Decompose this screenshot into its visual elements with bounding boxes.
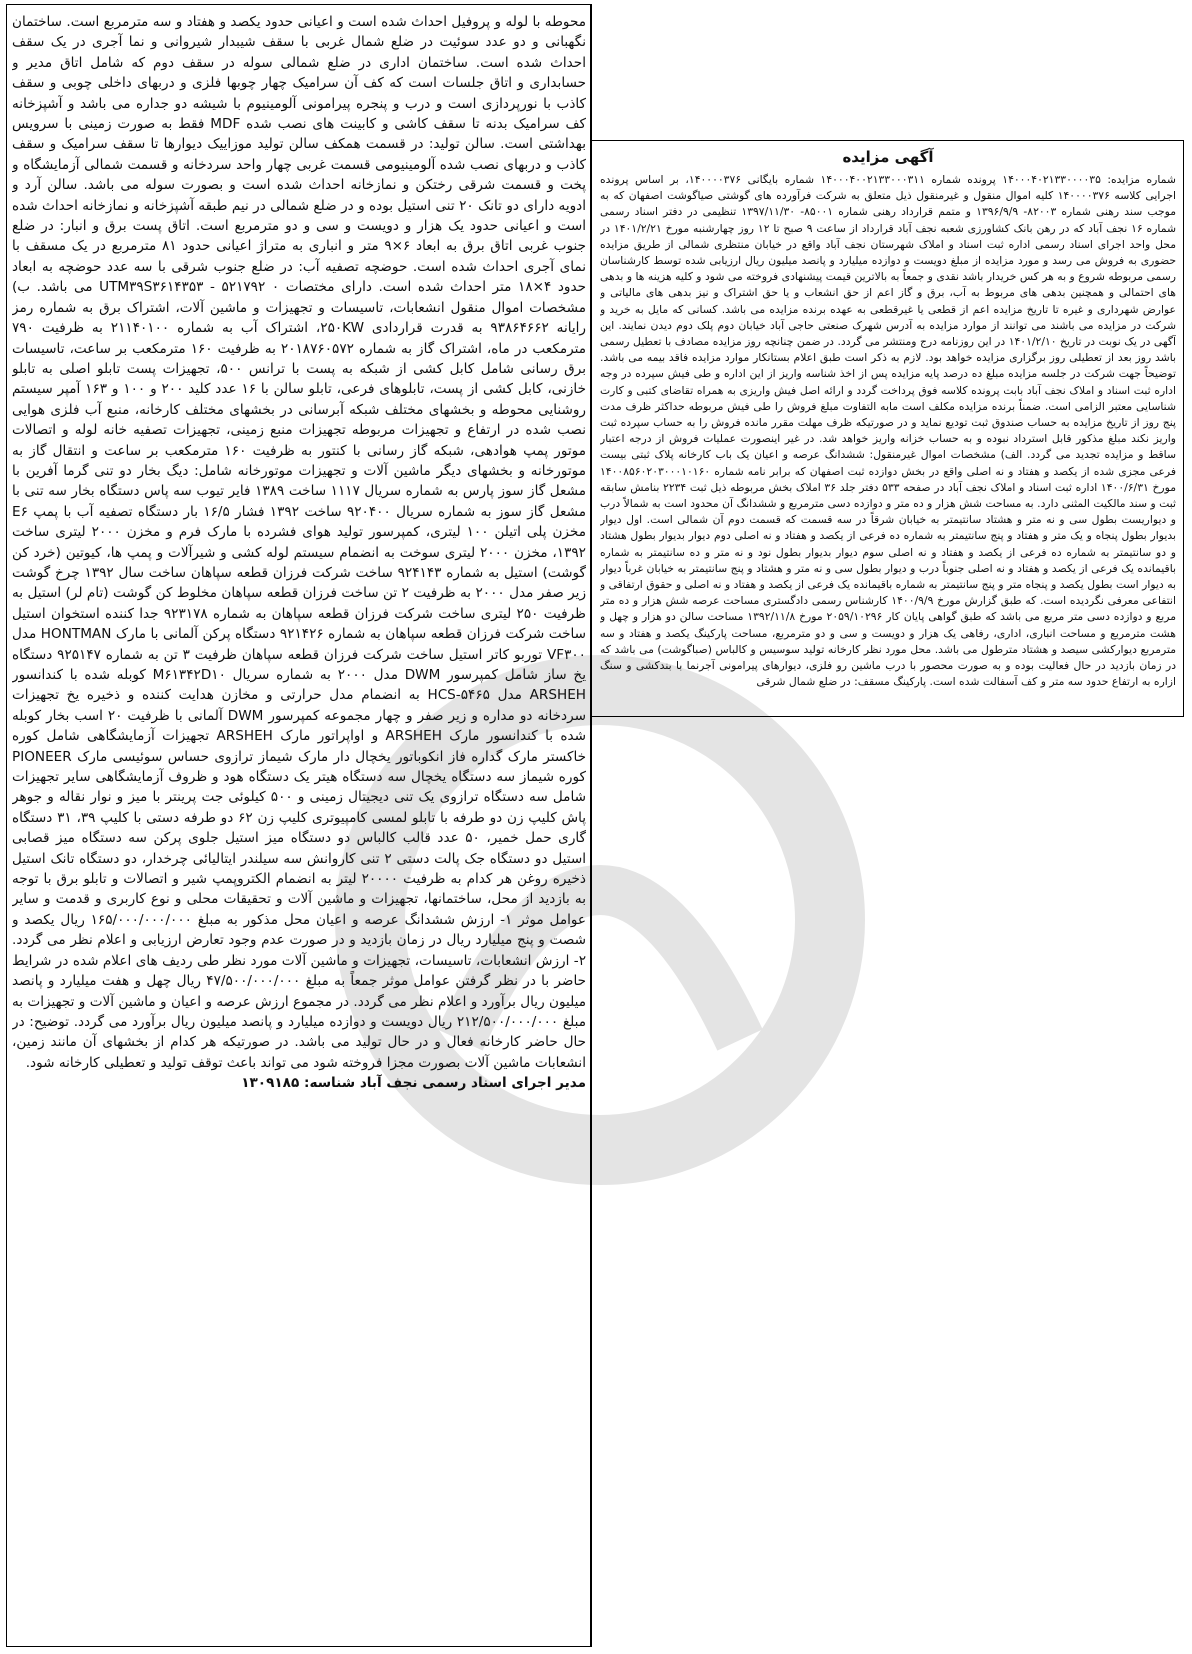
- right-column-border-bottom: [592, 716, 1184, 717]
- right-column-text: [600, 172, 1176, 710]
- right-column-border-right: [1183, 140, 1184, 717]
- column-divider: [590, 4, 592, 1647]
- ad-title: آگهی مزایده: [842, 148, 934, 166]
- left-column-border-left: [6, 4, 7, 1647]
- left-column-border-bottom: [6, 1646, 590, 1647]
- left-column-paragraph: محوطه با لوله و پروفیل احداث شده است و اعیانی حدود یکصد و هفتاد و سه مترمربع است. ساختمان نگهبانی و دو عدد سوئیت در ضلع شمال غربی با سقف شیبدار شیروانی و نما آجری در یک سقف احداث شده است. ساختمان اداری در ضلع شمالی سوله در سقف دوم که شامل اتاق مدیر و حسابداری و اتاق جلسات است که کف آن سرامیک چهار چوبها فلزی و دربهای داخلی چوبی و سقف کاذب با نورپردازی است و درب و پنجره پیرامونی آلومینیوم با شیشه دو جداره می باشد و آشپزخانه کف سرامیک بدنه تا سقف کاشی و کابینت های نصب شده MDF فقط به صورت زمینی با سرویس بهداشتی است. سالن تولید: در قسمت همکف سالن تولید موزاییک دیوارها تا سقف سرامیک و سقف کاذب و دربهای نصب شده آلومینیومی قسمت غربی چهار واحد سردخانه و قسمت شمالی آزمایشگاه و پخت و قسمت شرقی رختکن و نمازخانه احداث شده است و بصورت سوله می باشد. سالن آرد و ادویه دارای دو تانک ۲۰ تنی استیل بوده و در ضلع شمالی در نیم طبقه آشپزخانه و نمازخانه احداث شده است و اعیانی حدود یک هزار و دویست و سی و دو مترمربع است. اتاق پست برق و انبار: در ضلع جنوب غربی اتاق برق به ابعاد ۶×۹ متر و انباری به متراژ اعیانی حدود ۸۱ مترمربع در یک مسقف با نمای آجری احداث شده است. حوضچه تصفیه آب: در ضلع جنوب شرقی با سه عدد حوضچه به ابعاد حدود ۴×۱۸ متر احداث شده است. دارای مختصات UTM۳۹S۳۶۱۴۳۵۳ - ۵۲۱۷۹۲ ۰ می باشد. ب) مشخصات اموال منقول انشعابات، تاسیسات و تجهیزات و ماشین آلات، اشتراک برق به شماره رمز رایانه ۹۳۸۶۴۶۶۲ به قدرت قراردادی ۲۵۰KW، اشتراک آب به شماره ۲۱۱۴۰۱۰۰ به ظرفیت ۷۹۰ مترمکعب در ماه، اشتراک گاز به شماره ۲۰۱۸۷۶۰۵۷۲ به ظرفیت ۱۶۰ مترمکعب بر ساعت، تاسیسات برق رسانی شامل کابل کشی از شبکه به پست با ترانس ۵۰۰، تجهیزات پست تابلو اصلی به تابلو خازنی، کابل کشی از پست، تابلوهای فرعی، تابلو سالن با ۱۶ عدد کلید ۲۰۰ و ۱۰۰ و ۱۶۳ آمپر سیستم روشنایی محوطه و بخشهای مختلف شبکه آبرسانی در بخشهای مختلف کارخانه، منبع آب فلزی هوایی نصب شده در ارتفاع و تجهیزات مربوطه تجهیزات منبع زمینی، تجهیزات تصفیه خانه لوله و اتصالات موتور پمپ هوادهی، شبکه گاز رسانی با کنتور به ظرفیت ۱۶۰ مترمکعب بر ساعت و انتقال گاز به موتورخانه و بخشهای دیگر ماشین آلات و تجهیزات موتورخانه شامل: دیگ بخار دو تنی گرما آفرین با مشعل گاز سوز پارس به شماره سریال ۱۱۱۷ ساخت ۱۳۸۹ فایر تیوب سه پاس دستگاه بخار سه تنی با مشعل گاز سوز به شماره سریال ۹۲۰۴۰۰ ساخت ۱۳۹۲ فشار ۱۶/۵ بار دستگاه تصفیه آب با پمپ E۶ مخزن پلی اتیلن ۱۰۰ لیتری، کمپرسور تولید هوای فشرده با مارک فرم و مخزن ۲۰۰۰ لیتری ساخت ۱۳۹۲، مخزن ۲۰۰۰ لیتری سوخت به انضمام سیستم لوله کشی و شیرآلات و پمپ ها، کیوتین (خرد کن گوشت) استیل به شماره ۹۲۴۱۴۳ ساخت شرکت فرزان قطعه سپاهان ساخت سال ۱۳۹۲ چرخ گوشت زیر صفر مدل ۲۰۰۰ به ظرفیت ۲ تن ساخت فرزان قطعه سپاهان مخلوط کن گوشت (تام لر) استیل به ظرفیت ۲۵۰ لیتری ساخت شرکت فرزان قطعه سپاهان به شماره ۹۲۳۱۷۸ جدا کننده استخوان استیل ساخت شرکت فرزان قطعه سپاهان به شماره ۹۲۱۴۲۶ دستگاه پرکن آلمانی با مارک HONTMAN مدل VF۳۰۰ توربو کاتر استیل ساخت شرکت فرزان قطعه سپاهان ظرفیت ۳ تن به شماره ۹۲۵۱۴۷ دستگاه یخ ساز شامل کمپرسور DWM مدل ۲۰۰۰ به شماره سریال M۶۱۳۴۲D۱۰ کوبله شده با کندانسور ARSHEH مدل HCS-۵۴۶۵ به انضمام مدل حرارتی و مخازن هدایت کننده و ذخیره یخ تجهیزات سردخانه دو مداره و زیر صفر و چهار مجموعه کمپرسور DWM آلمانی با ظرفیت ۲۰ اسب بخار کوبله شده با کندانسور مارک ARSHEH و اواپراتور مارک ARSHEH تجهیزات آزمایشگاهی شامل کوره خاکستر مارک گداره فاز انکوباتور یخچال دار مارک شیماز ترازوی حساس سوئیسی مارک PIONEER کوره شیماز سه دستگاه یخچال سه دستگاه هیتر یک دستگاه هود و ظروف آزمایشگاهی سایر تجهیزات شامل سه دستگاه ترازوی یک تنی دیجیتال زمینی و ۵۰۰ کیلوئی جت پرینتر با میز و نوار نقاله و جوهر پاش کلیپ زن دو طرفه با تابلو لمسی کامپیوتری کلیپ زن ۶۲ دو طرفه دستی با کلیپ ۳۹، ۳۱ دستگاه گاری حمل خمیر، ۵۰ عدد قالب کالباس دو دستگاه میز استیل جلوی پرکن سه دستگاه میز قصابی استیل دو دستگاه جک پالت دستی ۲ تنی کاروانش سه سیلندر ایتالیائی چرخدار، دو دستگاه تانک استیل ذخیره روغن هر کدام به ظرفیت ۲۰۰۰۰ لیتر به انضمام الکتروپمپ شیر و اتصالات و تابلو برق با توجه به بازدید از محل، ساختمانها، تجهیزات و ماشین آلات و تحقیقات محلی و نوع کاربری و قدمت و سایر عوامل موثر ۱- ارزش ششدانگ عرصه و اعیان محل مذکور به مبلغ ۱۶۵/۰۰۰/۰۰۰/۰۰۰ ریال یکصد و شصت و پنج میلیارد ریال در زمان بازدید و در صورت عدم وجود تعارض ارزیابی و اعلام نظر می گردد. ۲- ارزش انشعابات، تاسیسات، تجهیزات و ماشین آلات مورد نظر طی ردیف های اعلام شده در شرایط حاضر با در نظر گرفتن عوامل موثر جمعاً به مبلغ ۴۷/۵۰۰/۰۰۰/۰۰۰ ریال چهل و هفت میلیارد و پانصد میلیون ریال برآورد و اعلام نظر می گردد. در مجموع ارزش عرصه و اعیان و ماشین آلات و تجهیزات به مبلغ ۲۱۲/۵۰۰/۰۰۰/۰۰۰ ریال دویست و دوازده میلیارد و پانصد میلیون ریال برآورد می گردد. توضیح: در حال حاضر کارخانه فعال و در حال تولید می باشد. در صورتیکه هر کدام از بخشهای آن مانند زمین، انشعابات ماشین آلات بصورت مجزا فروخته شود می تواند باعث توقف تولید و تعطیلی کارخانه شود.: [12, 14, 586, 1071]
- right-column-border-top: [592, 140, 1184, 141]
- left-column-border-top: [6, 4, 590, 5]
- left-column-text: [12, 12, 586, 1640]
- closing-signature: مدیر اجرای اسناد رسمی نجف آباد شناسه: ۱۳۰۹۱۸۵: [241, 1075, 586, 1092]
- right-column-paragraph: شماره مزایده: ۱۴۰۰۰۴۰۲۱۳۳۰۰۰۰۳۵ پرونده شماره ۱۴۰۰۰۴۰۰۲۱۳۳۰۰۰۳۱۱ شماره بایگانی ۱۴۰۰۰۰۳۷۶، بر اساس پرونده اجرایی کلاسه ۱۴۰۰۰۰۳۷۶ کلیه اموال منقول و غیرمنقول ذیل متعلق به شرکت فرآورده های گوشتی صیاگوشت اصفهان که به موجب سند رهنی شماره ۸۲۰۰۳- ۱۳۹۶/۹/۹ و متمم قرارداد رهنی شماره ۸۵۰۰۱- ۱۳۹۷/۱۱/۳۰ تنظیمی در دفتر اسناد رسمی شماره ۱۶ نجف آباد که در رهن بانک کشاورزی شعبه نجف آباد قرارداد از ساعت ۹ صبح تا ۱۲ روز چهارشنبه مورخ ۱۴۰۱/۲/۲۱ در محل واحد اجرای اسناد رسمی اداره ثبت اسناد و املاک شهرستان نجف آباد واقع در خیابان منتظری شمالی از طریق مزایده حضوری به فروش می رسد و مورد مزایده از مبلغ دویست و دوازده میلیارد و پانصد میلیون ریال ارزیابی شده توسط کارشناسان رسمی مربوطه شروع و به هر کس خریدار باشد نقدی و جمعاً به بالاترین قیمت پیشنهادی فروخته می شود و کلیه هزینه ها و بدهی های احتمالی و همچنین بدهی های مربوط به آب، برق و گاز اعم از حق انشعاب و یا حق اشتراک و نیز بدهی های مالیاتی و عوارض شهرداری و غیره تا تاریخ مزایده اعم از قطعی یا غیرقطعی به عهده برنده مزایده می باشد. کسانی که مایل به خرید و شرکت در مزایده می باشند می توانند از موارد مزایده به آدرس شهرک صنعتی حاجی آباد خیابان دوم پلک دوم دیدن نمایند. این آگهی در یک نوبت در تاریخ ۱۴۰۱/۲/۱۰ در این روزنامه درج ومنتشر می گردد. در ضمن چنانچه روز مزایده مصادف با تعطیل رسمی باشد روز بعد از تعطیلی روز برگزاری مزایده خواهد بود. لازم به ذکر است طبق اعلام بستانکار موارد مزایده فاقد بیمه می باشد. توضیحاً جهت شرکت در جلسه مزایده مبلغ ده درصد پایه مزایده پس از اخذ شناسه واریز از این اداره و طی فیش سپرده در وجه اداره ثبت اسناد و املاک نجف آباد بابت پرونده کلاسه فوق پرداخت گردد و ارائه اصل فیش واریزی به همراه تقاضای کتبی و کارت شناسایی معتبر الزامی است. ضمناً برنده مزایده مکلف است مابه التفاوت مبلغ فروش را طی فیش مربوطه حداکثر ظرف مدت پنج روز از تاریخ مزایده به حساب صندوق ثبت تودیع نماید و در صورتیکه ظرف مهلت مقرر مانده فروش را به حساب سپرده ثبت واریز نکند مبلغ مذکور قابل استرداد نبوده و به حساب خزانه واریز خواهد شد. در غیر اینصورت عملیات فروش از درجه اعتبار ساقط و مزایده تجدید می گردد. الف) مشخصات اموال غیرمنقول: ششدانگ عرصه و اعیان یک باب کارخانه پلاک ثبتی بیست فرعی مجزی شده از یکصد و هفتاد و نه اصلی واقع در بخش دوازده ثبت اصفهان که برابر نامه شماره ۱۴۰۰۸۵۶۰۲۰۳۰۰۰۱۰۱۶۰ مورخ ۱۴۰۰/۶/۳۱ اداره ثبت اسناد و املاک نجف آباد در صفحه ۵۳۳ دفتر جلد ۳۶ املاک بخش مربوطه ذیل ثبت ۲۲۳۴ بنامش سابقه ثبت و سند مالکیت المثنی دارد. به مساحت شش هزار و ده متر و دوازده دسی مترمربع و ششدانگ آن محدود است به شمالاً درب و دیواریست بطول سی و نه متر و هشتاد سانتیمتر به خیابان شرقاً در سه قسمت که قسمت دوم آن شمالی است. اول دیوار بدیوار بطول پنجاه و یک متر و هفتاد و پنج سانتیمتر به شماره ده فرعی از یکصد و هفتاد و نه اصلی دوم دیوار بدیوار بطول هشتاد و دو سانتیمتر به شماره ده فرعی از یکصد و هفتاد و نه اصلی سوم دیوار بدیوار بطول نود و نه متر و ده سانتیمتر به شماره باقیمانده یک فرعی از یکصد و هفتاد و نه اصلی جنوباً درب و دیوار بطول سی و نه متر و هشتاد و پنج سانتیمتر به خیابان غرباً دیوار به دیوار است بطول یکصد و پنجاه متر و پنج سانتیمتر به شماره باقیمانده یک فرعی از یکصد و هفتاد و نه اصلی و حقوق ارتفاقی و انتفاعی معرفی نگردیده است. که طبق گزارش مورخ ۱۴۰۰/۹/۹ کارشناس رسمی دادگستری مساحت عرصه شش هزار و ده متر مربع و دوازده دسی متر مربع می باشد که طبق گواهی پایان کار ۲۰۵۹/۱۰۲۹۶ مورخ ۱۳۹۲/۱۱/۸ مساحت سالن دو هزار و چهل و هشت مترمربع و مساحت انباری، اداری، رفاهی یک هزار و دویست و سی و دو مترمربع، مساحت پارکینگ یکصد و هفتاد و سه مترمربع دیوارکشی سیصد و هشتاد مترطول می باشد. محل مورد نظر کارخانه تولید سوسیس و کالباس (صباگوشت) می باشد که در زمان بازدید در حال فعالیت بوده و به صورت محصور با درب ماشین رو فلزی، دیوارهای پیرامونی آجرنما با بندکشی و سنگ ازاره به ارتفاع حدود سه متر و کف آسفالت شده است. پارکینگ مسقف: در ضلع شمال شرقی: [600, 173, 1176, 689]
